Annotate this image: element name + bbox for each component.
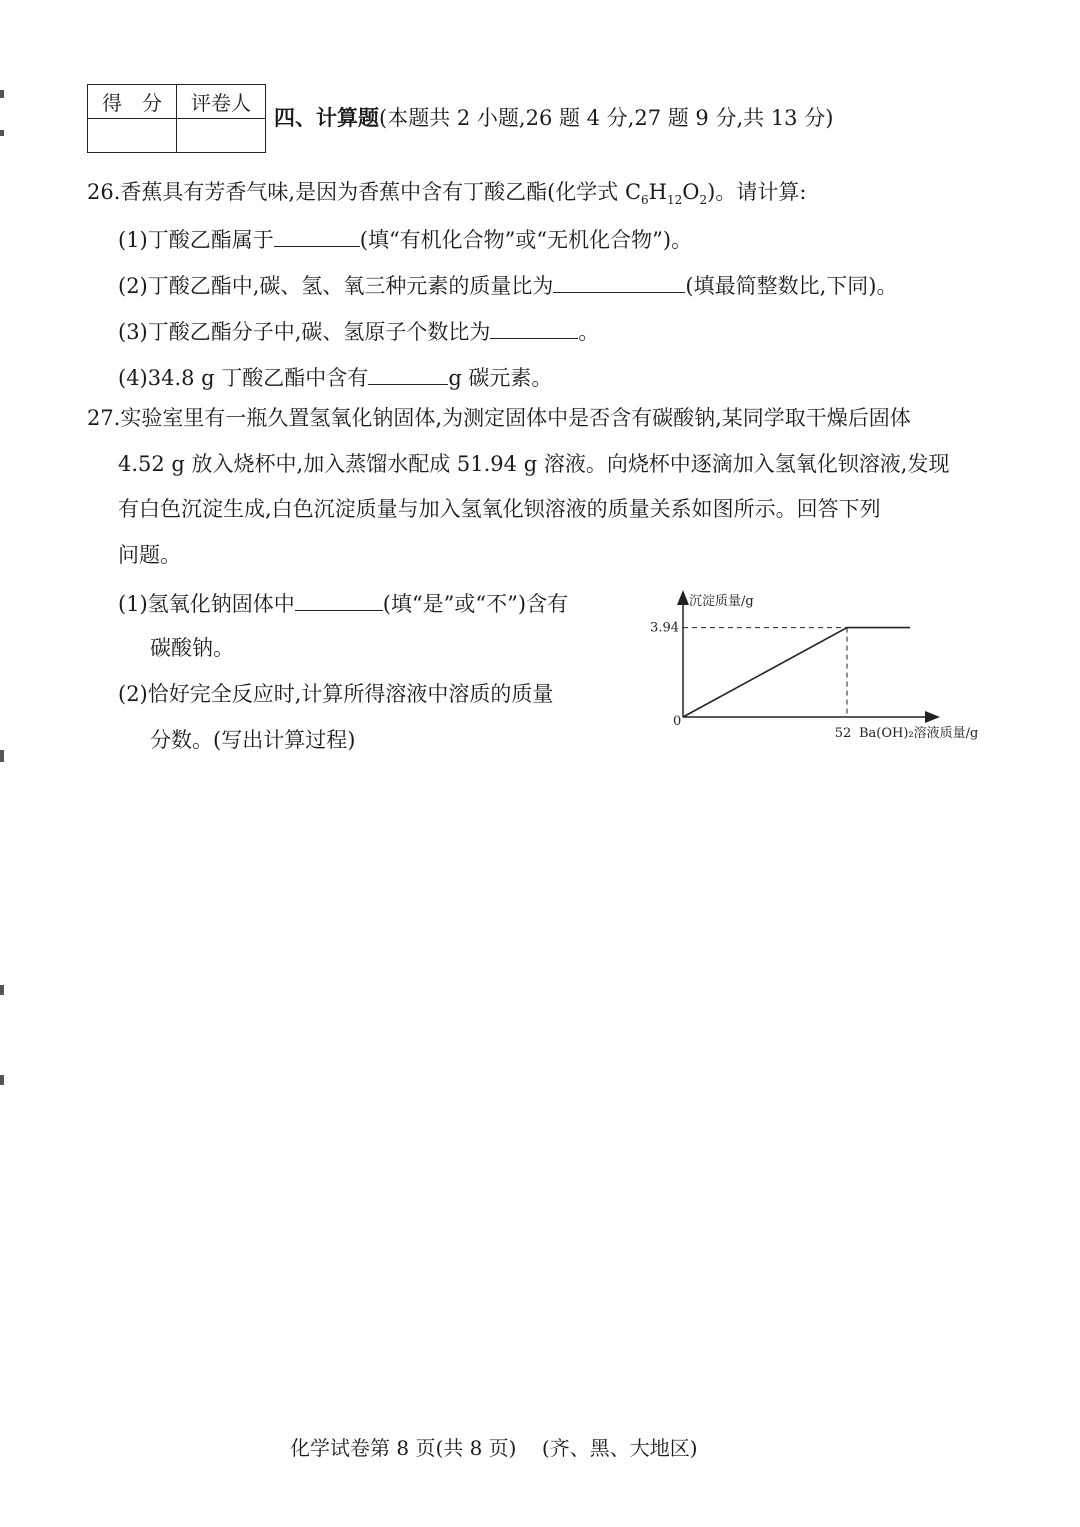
q26-part1 — [118, 224, 692, 254]
formula-sub-o: 2 — [699, 193, 708, 208]
q27-line1: 27.实验室里有一瓶久置氢氧化钠固体,为测定固体中是否含有碳酸钠,某同学取干燥后固体 — [87, 406, 911, 430]
precipitate-line — [683, 628, 910, 717]
q26-stem-end: )。请计算: — [707, 180, 807, 204]
q27-line3: 有白色沉淀生成,白色沉淀质量与加入氢氧化钡溶液的质量关系如图所示。回答下列 — [118, 497, 881, 521]
q27-part2-line2: 分数。(写出计算过程) — [150, 728, 356, 752]
q26-p1-text: (1)丁酸乙酯属于 — [118, 228, 274, 252]
q26-part2 — [118, 270, 897, 300]
score-label: 得 分 — [88, 85, 177, 119]
formula-o: O — [682, 180, 700, 204]
q26-p2-hint: (填最简整数比,下同)。 — [685, 274, 898, 298]
formula-h: H — [648, 180, 667, 204]
q26-p2-text: (2)丁酸乙酯中,碳、氢、氧三种元素的质量比为 — [118, 274, 554, 298]
q26-stem-text: 26.香蕉具有芳香气味,是因为香蕉中含有丁酸乙酯(化学式 C — [87, 180, 642, 204]
answer-blank[interactable] — [490, 316, 578, 339]
footer-page: 化学试卷第 8 页(共 8 页) — [290, 1436, 517, 1460]
y-tick-label: 3.94 — [650, 620, 679, 636]
q27-p1-text: (1)氢氧化钠固体中 — [118, 592, 295, 616]
section-title: 四、计算题 — [274, 105, 379, 130]
score-box — [87, 84, 266, 153]
y-axis-label: 沉淀质量/g — [689, 594, 754, 609]
q27-line2: 4.52 g 放入烧杯中,加入蒸馏水配成 51.94 g 溶液。向烧杯中逐滴加入氢氧化钡溶液,发现 — [118, 452, 950, 476]
binding-edge-mark — [0, 985, 4, 995]
binding-edge-mark — [0, 750, 4, 762]
q26-stem — [87, 178, 806, 214]
q27-line4: 问题。 — [118, 543, 181, 567]
section-note: (本题共 2 小题,26 题 4 分,27 题 9 分,共 13 分) — [379, 106, 834, 130]
formula-sub-h: 12 — [666, 193, 683, 208]
binding-edge-mark — [0, 130, 4, 136]
formula-sub-c: 6 — [641, 193, 649, 208]
q26-p4-end: g 碳元素。 — [448, 366, 553, 390]
x-axis-label: Ba(OH)₂溶液质量/g — [859, 726, 979, 741]
q26-p3-end: 。 — [578, 320, 600, 344]
q26-p4-text: (4)34.8 g 丁酸乙酯中含有 — [118, 366, 369, 390]
q26-p3-text: (3)丁酸乙酯分子中,碳、氢原子个数比为 — [118, 320, 491, 344]
answer-blank[interactable] — [553, 270, 685, 293]
binding-edge-mark — [0, 1075, 4, 1085]
q27-part2-line1: (2)恰好完全反应时,计算所得溶液中溶质的质量 — [118, 682, 554, 706]
answer-blank[interactable] — [295, 588, 383, 611]
q27-part1 — [118, 588, 568, 618]
binding-edge-mark — [0, 90, 4, 98]
q26-p1-hint: (填“有机化合物”或“无机化合物”)。 — [359, 228, 693, 252]
answer-blank[interactable] — [368, 362, 448, 385]
answer-blank[interactable] — [274, 224, 360, 247]
grader-label: 评卷人 — [177, 85, 266, 119]
score-cell[interactable] — [88, 119, 177, 153]
q26-part4 — [118, 362, 552, 392]
q26-part3 — [118, 316, 599, 346]
q27-p1-hint: (填“是”或“不”)含有 — [382, 592, 569, 616]
footer-region: (齐、黑、大地区) — [541, 1436, 698, 1460]
x-tick-label: 52 — [834, 726, 852, 741]
page-footer — [290, 1432, 698, 1461]
precipitate-chart — [645, 585, 995, 750]
section-heading — [274, 104, 833, 132]
grader-cell[interactable] — [177, 119, 266, 153]
origin-label: 0 — [673, 714, 682, 729]
q27-part1-cont: 碳酸钠。 — [150, 636, 234, 660]
